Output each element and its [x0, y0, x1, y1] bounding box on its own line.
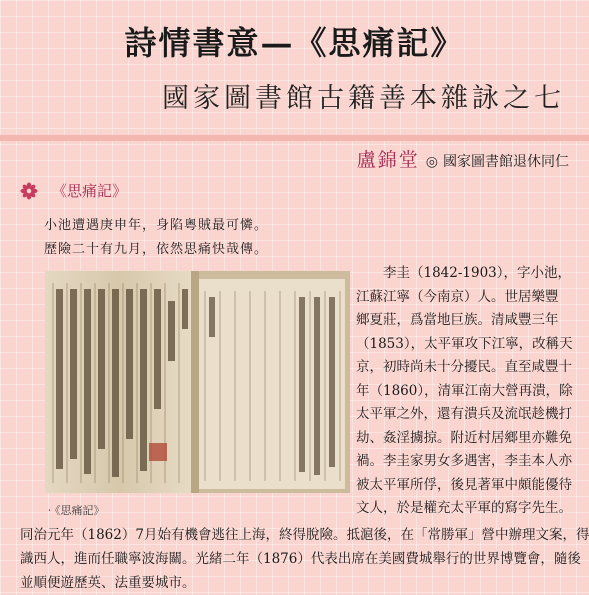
poem [44, 214, 268, 262]
text-line: 鄉夏莊，爲當地巨族。清咸豐三年 [356, 312, 559, 328]
figure-caption: ‧《思痛記》 [44, 504, 105, 517]
author-affiliation: 國家圖書館退休同仁 [443, 154, 569, 170]
body-text-right [356, 262, 576, 521]
text-line: 同治元年（1862）7月始有機會逃往上海，終得脫險。抵滬後，在「常勝軍」營中辦理文案，得 [20, 527, 589, 543]
text-line: 被太平軍所俘，後見著軍中頗能優待 [356, 476, 572, 493]
text-line: 劫、姦淫擄掠。附近村居鄉里亦難免 [356, 429, 572, 446]
divider [0, 135, 589, 141]
text-line: 禍。李圭家男女多遇害，李圭本人亦 [356, 453, 572, 469]
text-line: 江蘇江寧（今南京）人。世居樂豐 [356, 288, 559, 305]
text-line: 京，初時尚未十分擾民。直至咸豐十 [356, 359, 572, 375]
byline [357, 145, 569, 172]
circle-mark: ◎ [425, 154, 438, 170]
section-heading-text: 《思痛記》 [52, 182, 128, 200]
text-line: 識西人，進而任職寧波海關。光緒二年（1876）代表出席在美國費城舉行的世界博覽會，隨後 [20, 551, 581, 567]
text-line: 文人，於是權充太平軍的寫字先生。 [356, 500, 572, 516]
text-line: （1853），太平軍攻下江寧，改稱天 [356, 335, 573, 352]
text-line: 李圭（1842-1903），字小池， [356, 265, 572, 281]
author-name: 盧錦堂 [356, 149, 420, 171]
book-photo [45, 271, 350, 493]
body-text-bottom [20, 523, 589, 595]
section-heading [20, 180, 127, 201]
text-line: 並順便遊歷英、法重要城市。 [20, 575, 196, 591]
poem-line: 小池遭遇庚申年，身陷粵賊最可憐。 [44, 218, 269, 233]
article-title: 詩情書意—《思痛記》 [124, 24, 465, 62]
article-subtitle: 國家圖書館古籍善本雜詠之七 [162, 83, 565, 114]
flower-icon [20, 182, 38, 200]
poem-line: 歷險二十有九月，依然思痛快哉傳。 [44, 242, 269, 257]
text-line: 太平軍之外，還有潰兵及流氓趁機打 [356, 406, 572, 422]
text-line: 年（1860），清軍江南大營再潰，除 [356, 382, 573, 399]
